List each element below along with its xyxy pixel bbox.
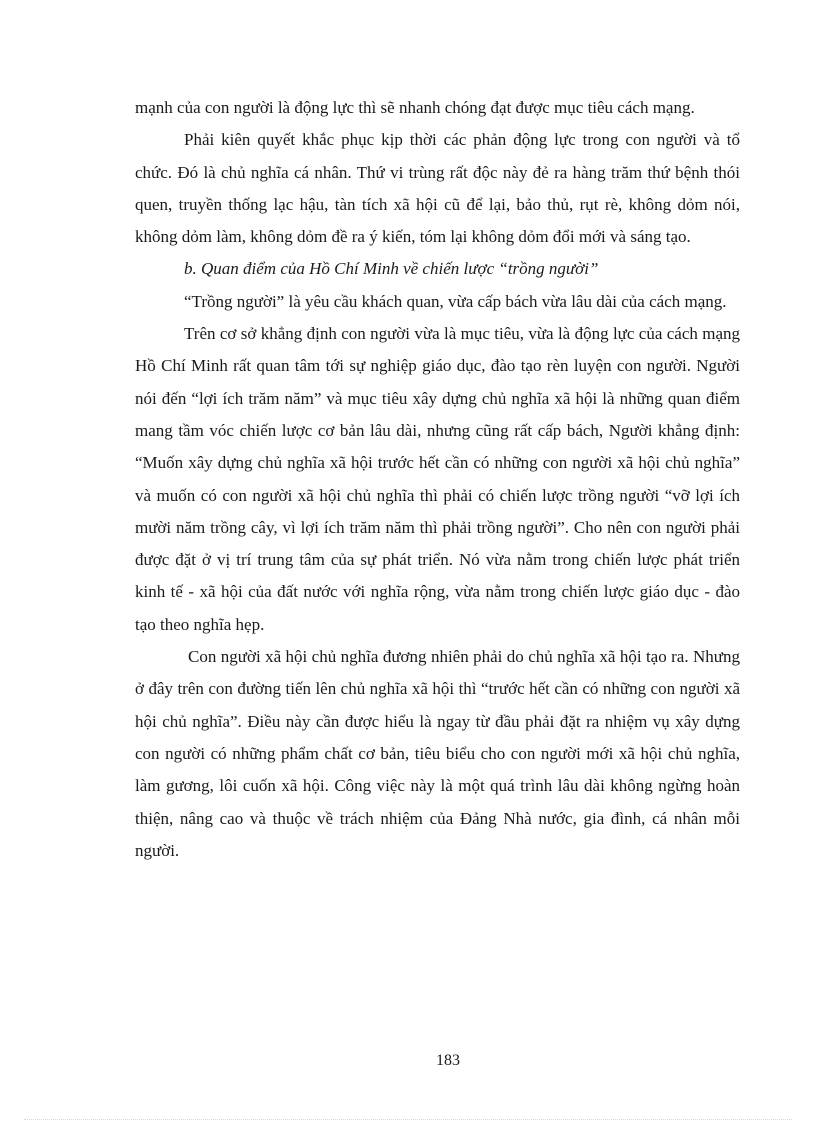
paragraph-socialist-person: Con người xã hội chủ nghĩa đương nhiên phải do chủ nghĩa xã hội tạo ra. Nhưng ở đây trên con đường tiến lên chủ nghĩa xã hội thì “trước hết cần có những con người xã hội chủ nghĩa”. Điều này cần được hiểu là ngay từ đầu phải đặt ra nhiệm vụ xây dựng con người có những phẩm chất cơ bản, tiêu biểu cho con người mới xã hội chủ nghĩa, làm gương, lôi cuốn xã hội. Công việc này là một quá trình lâu dài không ngừng hoàn thiện, nâng cao và thuộc về trách nhiệm của Đảng Nhà nước, gia đình, cá nhân mỗi người. [135,647,740,860]
paragraph-education-strategy: Trên cơ sở khẳng định con người vừa là mục tiêu, vừa là động lực của cách mạng Hồ Chí Minh rất quan tâm tới sự nghiệp giáo dục, đào tạo rèn luyện con người. Người nói đến “lợi ích trăm năm” và mục tiêu xây dựng chủ nghĩa xã hội là những quan điểm mang tầm vóc chiến lược cơ bản lâu dài, nhưng cũng rất cấp bách, Người khẳng định: “Muốn xây dựng chủ nghĩa xã hội trước hết cần có những con người xã hội chủ nghĩa” và muốn có con người xã hội chủ nghĩa thì phải có chiến lược trồng người “vỡ lợi ích mười năm trồng cây, vì lợi ích trăm năm thì phải trồng người”. Cho nên con người phải được đặt ở vị trí trung tâm của sự phát triển. Nó vừa nằm trong chiến lược phát triển kinh tế - xã hội của đất nước với nghĩa rộng, vừa nằm trong chiến lược giáo dục - đào tạo theo nghĩa hẹp. [135,324,740,634]
paragraph-trong-nguoi-requirement: “Trồng người” là yêu cầu khách quan, vừa cấp bách vừa lâu dài của cách mạng. [184,291,727,311]
paragraph-continuation: mạnh của con người là động lực thì sẽ nhanh chóng đạt được mục tiêu cách mạng. [135,98,695,117]
page-number: 183 [436,1052,460,1069]
section-subheading: b. Quan điểm của Hồ Chí Minh về chiến lược “trồng người” [184,259,599,279]
paragraph-individualism: Phải kiên quyết khắc phục kịp thời các phản động lực trong con người và tổ chức. Đó là chủ nghĩa cá nhân. Thứ vi trùng rất độc này đẻ ra hàng trăm thứ bệnh thói quen, truyền thống lạc hậu, tàn tích xã hội cũ để lại, bảo thủ, rụt rè, không dỏm nói, không dỏm làm, không dỏm đề ra ý kiến, tóm lại không dỏm đổi mới và sáng tạo. [135,130,740,247]
page-body [135,92,740,867]
bottom-divider [24,1119,792,1120]
